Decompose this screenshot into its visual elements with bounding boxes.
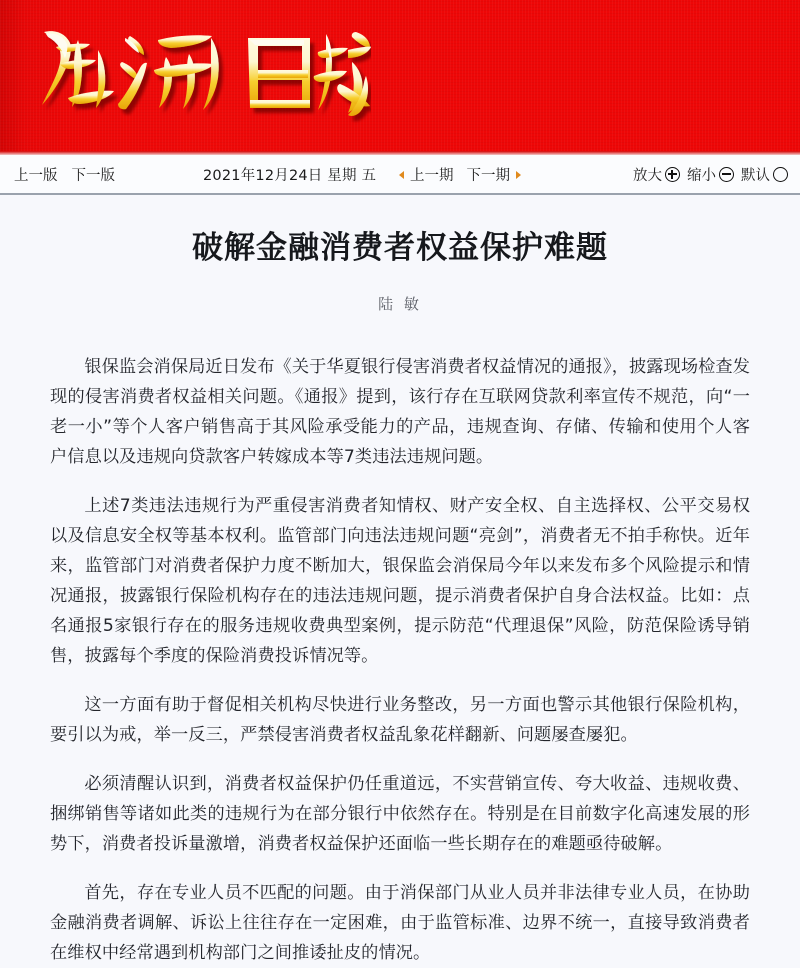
zoom-out-label: 缩小 <box>687 168 716 184</box>
article-paragraph: 这一方面有助于督促相关机构尽快进行业务整改，另一方面也警示其他银行保险机构，要引以为戒，举一反三，严禁侵害消费者权益乱象花样翻新、问题屡查屡犯。 <box>50 694 750 745</box>
plus-circle-icon <box>665 167 680 182</box>
article-paragraph: 必须清醒认识到，消费者权益保护仍任重道远，不实营销宣传、夸大收益、违规收费、捆绑销售等诸如此类的违规行为在部分银行中依然存在。特别是在目前数字化高速发展的形势下，消费者投诉量激增，消费者权益保护还面临一些长期存在的难题亟待破解。 <box>50 773 750 854</box>
article-body <box>50 314 750 968</box>
minus-circle-icon <box>719 167 734 182</box>
zoom-default-label: 默认 <box>741 168 770 184</box>
arrow-left-icon <box>399 171 404 179</box>
prev-issue-link[interactable]: 上一期 <box>410 168 454 184</box>
arrow-right-icon <box>516 171 521 179</box>
newspaper-logo[interactable] <box>26 6 371 134</box>
issue-date: 2021年12月24日 星期 五 <box>203 168 377 184</box>
navigation-bar <box>0 155 800 195</box>
next-issue-link[interactable]: 下一期 <box>466 168 510 184</box>
zoom-controls <box>633 164 788 185</box>
prev-page-link[interactable]: 上一版 <box>14 168 58 184</box>
issue-nav-group <box>399 164 521 185</box>
article-paragraph: 上述7类违法违规行为严重侵害消费者知情权、财产安全权、自主选择权、公平交易权以及信息安全权等基本权利。监管部门向违法违规问题“亮剑”，消费者无不拍手称快。近年来，监管部门对消费者保护力度不断加大，银保监会消保局今年以来发布多个风险提示和情况通报，披露银行保险机构存在的违法违规问题，提示消费者保护自身合法权益。比如：点名通报5家银行存在的服务违规收费典型案例，提示防范“代理退保”风险，防范保险诱导销售，披露每个季度的保险消费投诉情况等。 <box>50 495 750 666</box>
zoom-out-button[interactable] <box>687 164 734 185</box>
zoom-default-button[interactable] <box>741 164 788 185</box>
next-page-link[interactable]: 下一版 <box>71 168 115 184</box>
article-byline: 陆 敏 <box>378 294 422 313</box>
article-container <box>0 195 800 968</box>
article-paragraph: 银保监会消保局近日发布《关于华夏银行侵害消费者权益情况的通报》，披露现场检查发现的侵害消费者权益相关问题。《通报》提到，该行存在互联网贷款利率宣传不规范，向“一老一小”等个人客户销售高于其风险承受能力的产品，违规查询、存储、传输和使用个人客户信息以及违规向贷款客户转嫁成本等7类违法违规问题。 <box>50 356 751 467</box>
page-title: 破解金融消费者权益保护难题 <box>192 230 608 266</box>
article-paragraph: 首先，存在专业人员不匹配的问题。由于消保部门从业人员并非法律专业人员，在协助金融消费者调解、诉讼上往往存在一定困难，由于监管标准、边界不统一，直接导致消费者在维权中经常遇到机构部门之间推诿扯皮的情况。 <box>50 882 750 963</box>
masthead-banner <box>0 0 800 155</box>
page-nav-group <box>14 164 115 185</box>
zoom-in-button[interactable] <box>633 164 680 185</box>
zoom-in-label: 放大 <box>633 168 662 184</box>
circle-icon <box>773 167 788 182</box>
